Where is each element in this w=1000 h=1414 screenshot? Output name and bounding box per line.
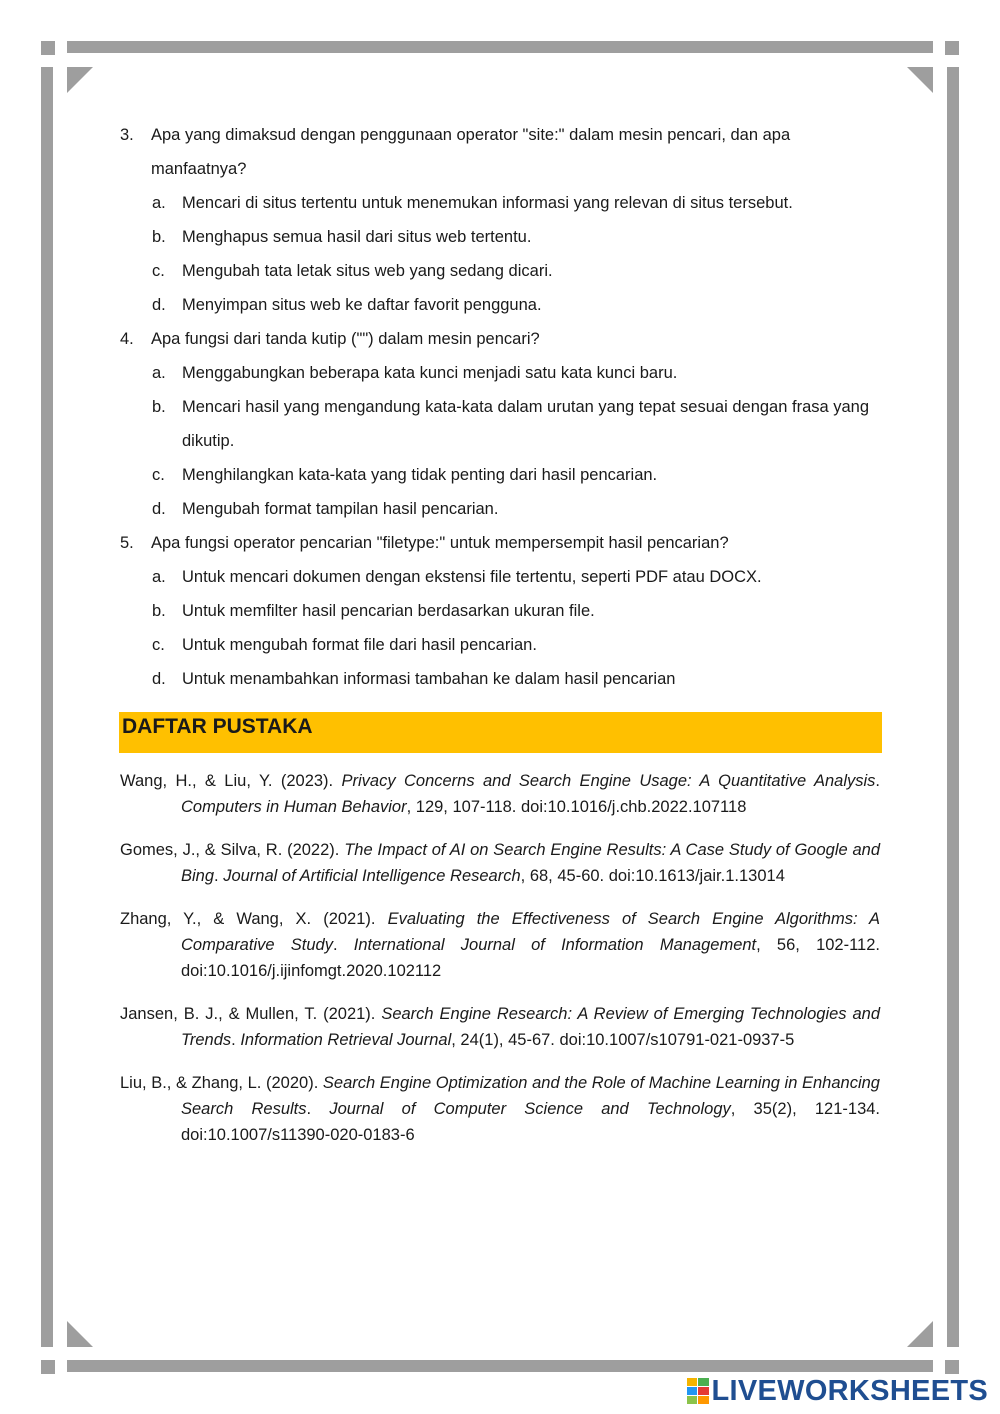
answer-option (120, 254, 882, 288)
answer-option (120, 458, 882, 492)
option-letter: d. (152, 296, 166, 314)
ref-separator: . (214, 867, 224, 885)
option-letter: b. (152, 602, 166, 620)
corner-square-tl (41, 41, 55, 55)
ref-details: , 35(2), 121-134. doi:10.1007/s11390-020-0183-6 (181, 1100, 881, 1144)
option-letter: c. (152, 636, 165, 654)
reference-entry (120, 837, 880, 889)
option-letter: c. (152, 466, 165, 484)
section-title-daftar-pustaka: DAFTAR PUSTAKA (119, 712, 882, 753)
answer-option (120, 560, 882, 594)
ref-details: , 129, 107-118. doi:10.1016/j.chb.2022.107118 (406, 798, 747, 816)
reference-entry (120, 1070, 880, 1148)
liveworksheets-logo-icon (687, 1378, 709, 1404)
ref-authors: Wang, H., & Liu, Y. (2023). (120, 772, 342, 790)
frame-top (67, 41, 933, 53)
ref-details: , 68, 45-60. doi:10.1613/jair.1.13014 (520, 867, 785, 885)
answer-option (120, 356, 882, 390)
question-number: 4. (120, 330, 134, 348)
corner-triangle-tr (907, 67, 933, 93)
ref-title: Privacy Concerns and Search Engine Usage: A Quantitative Analysis (341, 772, 876, 790)
option-letter: a. (152, 194, 166, 212)
frame-bottom (67, 1360, 933, 1372)
question-number: 3. (120, 126, 134, 144)
option-text: Untuk menambahkan informasi tambahan ke dalam hasil pencarian (182, 670, 676, 688)
ref-separator: . (231, 1031, 241, 1049)
question-text: Apa yang dimaksud dengan penggunaan operator "site:" dalam mesin pencari, dan apa manfaatnya? (151, 126, 791, 178)
answer-option (120, 594, 882, 628)
ref-separator: . (875, 772, 881, 790)
ref-journal: Information Retrieval Journal (240, 1031, 452, 1049)
question-list (120, 118, 882, 696)
reference-entry (120, 1001, 880, 1053)
ref-authors: Zhang, Y., & Wang, X. (2021). (120, 910, 388, 928)
option-text: Mengubah tata letak situs web yang sedang dicari. (182, 262, 553, 280)
option-text: Untuk memfilter hasil pencarian berdasarkan ukuran file. (182, 602, 595, 620)
corner-triangle-tl (67, 67, 93, 93)
ref-journal: Journal of Computer Science and Technology (329, 1100, 731, 1118)
reference-entry (120, 768, 880, 820)
option-text: Menggabungkan beberapa kata kunci menjadi satu kata kunci baru. (182, 364, 678, 382)
corner-square-br (945, 1360, 959, 1374)
answer-option (120, 220, 882, 254)
option-letter: a. (152, 364, 166, 382)
answer-option (120, 662, 882, 696)
answer-option (120, 390, 882, 458)
question (120, 118, 882, 186)
reference-list (120, 768, 880, 1165)
ref-title: Evaluating the Effectiveness of Search Engine Algorithms: A Comparative Study (181, 910, 881, 954)
liveworksheets-brand[interactable] (687, 1374, 989, 1408)
question-text: Apa fungsi operator pencarian "filetype:" untuk mempersempit hasil pencarian? (151, 534, 729, 552)
option-letter: a. (152, 568, 166, 586)
ref-authors: Liu, B., & Zhang, L. (2020). (120, 1074, 323, 1092)
frame-right (947, 67, 959, 1347)
answer-option (120, 628, 882, 662)
ref-title: Search Engine Research: A Review of Emerging Technologies and Trends (181, 1005, 881, 1049)
question (120, 526, 882, 560)
ref-title: The Impact of AI on Search Engine Results: A Case Study of Google and Bing (181, 841, 880, 885)
question-text: Apa fungsi dari tanda kutip ("") dalam mesin pencari? (151, 330, 540, 348)
ref-journal: Computers in Human Behavior (181, 798, 407, 816)
answer-option (120, 186, 882, 220)
ref-separator: . (306, 1100, 330, 1118)
option-letter: b. (152, 398, 166, 416)
option-text: Mencari hasil yang mengandung kata-kata dalam urutan yang tepat sesuai dengan frasa yang dikutip. (182, 398, 870, 450)
brand-text: LIVEWORKSHEETS (711, 1374, 988, 1407)
ref-authors: Gomes, J., & Silva, R. (2022). (120, 841, 345, 859)
frame-left (41, 67, 53, 1347)
ref-journal: International Journal of Information Management (353, 936, 757, 954)
question-number: 5. (120, 534, 134, 552)
corner-triangle-bl (67, 1321, 93, 1347)
option-letter: d. (152, 500, 166, 518)
ref-details: , 24(1), 45-67. doi:10.1007/s10791-021-0937-5 (451, 1031, 795, 1049)
answer-option (120, 492, 882, 526)
ref-title: Search Engine Optimization and the Role of Machine Learning in Enhancing Search Results (181, 1074, 880, 1118)
reference-entry (120, 906, 880, 984)
option-letter: c. (152, 262, 165, 280)
option-text: Menghilangkan kata-kata yang tidak penting dari hasil pencarian. (182, 466, 658, 484)
answer-option (120, 288, 882, 322)
option-text: Menyimpan situs web ke daftar favorit pengguna. (182, 296, 542, 314)
option-text: Untuk mengubah format file dari hasil pencarian. (182, 636, 537, 654)
option-text: Mencari di situs tertentu untuk menemukan informasi yang relevan di situs tersebut. (182, 194, 793, 212)
option-letter: b. (152, 228, 166, 246)
question-block (120, 118, 882, 322)
ref-journal: Journal of Artificial Intelligence Research (223, 867, 521, 885)
option-text: Untuk mencari dokumen dengan ekstensi file tertentu, seperti PDF atau DOCX. (182, 568, 762, 586)
ref-authors: Jansen, B. J., & Mullen, T. (2021). (120, 1005, 382, 1023)
corner-triangle-br (907, 1321, 933, 1347)
question-block (120, 526, 882, 696)
question (120, 322, 882, 356)
ref-details: , 56, 102-112. doi:10.1016/j.ijinfomgt.2020.102112 (181, 936, 880, 980)
option-text: Menghapus semua hasil dari situs web tertentu. (182, 228, 532, 246)
ref-separator: . (332, 936, 354, 954)
corner-square-tr (945, 41, 959, 55)
option-text: Mengubah format tampilan hasil pencarian. (182, 500, 499, 518)
corner-square-bl (41, 1360, 55, 1374)
option-letter: d. (152, 670, 166, 688)
question-block (120, 322, 882, 526)
